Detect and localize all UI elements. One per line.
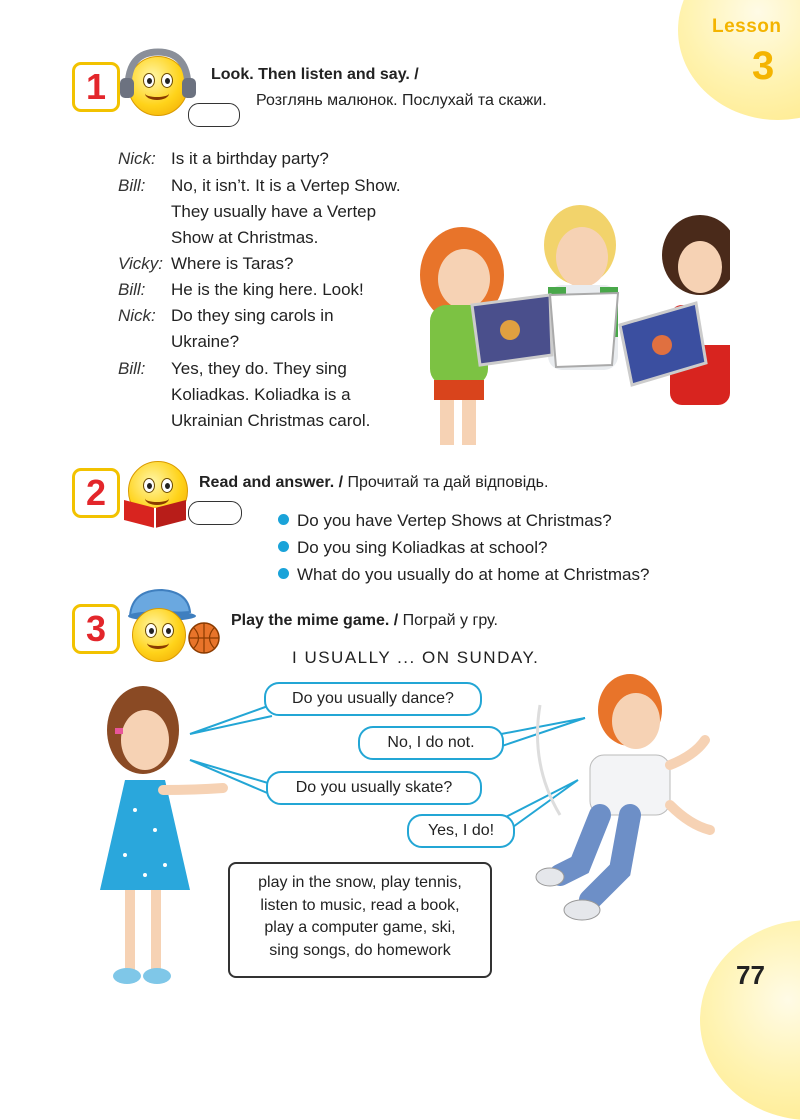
lesson-number: 3 (752, 44, 775, 88)
line-text: Ukraine? (171, 332, 240, 351)
line-text: Ukrainian Christmas carol. (171, 411, 371, 430)
question-item: Do you have Vertep Shows at Christmas? (278, 511, 612, 531)
page-number: 77 (736, 960, 765, 990)
lesson-label: Lesson (712, 16, 782, 37)
exercise-3-title: Play the mime game. / Пограй у гру. (231, 612, 498, 629)
girl-illustration (95, 680, 235, 1015)
speech-bubble: No, I do not. (358, 726, 504, 760)
line-text: Yes, they do. They sing (171, 359, 347, 378)
line-text: They usually have a Vertep (171, 202, 377, 221)
exercise-1-number: 1 (72, 62, 120, 112)
exercise-2-number: 2 (72, 468, 120, 518)
line-text: Koliadkas. Koliadka is a (171, 385, 351, 404)
speaker: Vicky: (118, 254, 164, 273)
question-item: Do you sing Koliadkas at school? (278, 538, 547, 558)
speech-bubble: Do you usually skate? (266, 771, 482, 805)
speaker: Bill: (118, 176, 146, 195)
word-box-line: play in the snow, play tennis, (258, 874, 462, 891)
word-box (228, 862, 492, 978)
line-text: Show at Christmas. (171, 228, 319, 247)
word-box-line: listen to music, read a book, (260, 896, 460, 914)
exercise-3-number: 3 (72, 604, 120, 654)
exercise-1-title-ua: Розглянь малюнок. Послухай та скажи. (256, 92, 547, 109)
line-text: Is it a birthday party? (171, 149, 329, 168)
line-text: Where is Taras? (171, 254, 294, 273)
speaker: Nick: (118, 306, 156, 325)
exercise-1-title-en: Look. Then listen and say. / (211, 66, 419, 83)
line-text: No, it isn’t. It is a Vertep Show. (171, 176, 401, 195)
boy-illustration (520, 665, 750, 945)
pattern-sentence: I USUALLY ... ON SUNDAY. (292, 648, 540, 667)
line-text: He is the king here. Look! (171, 280, 364, 299)
speech-bubble: Yes, I do! (407, 814, 515, 848)
speaker: Nick: (118, 149, 156, 168)
question-item: What do you usually do at home at Christmas? (278, 565, 649, 585)
exercise-2-title: Read and answer. / Прочитай та дай відповідь. (199, 474, 549, 491)
word-box-line: play a computer game, ski, (264, 919, 456, 936)
line-text: Do they sing carols in (171, 306, 334, 325)
word-box-line: sing songs, do homework (269, 941, 451, 959)
speech-bubble: Do you usually dance? (264, 682, 482, 716)
speaker: Bill: (118, 280, 146, 299)
speaker: Bill: (118, 359, 146, 378)
